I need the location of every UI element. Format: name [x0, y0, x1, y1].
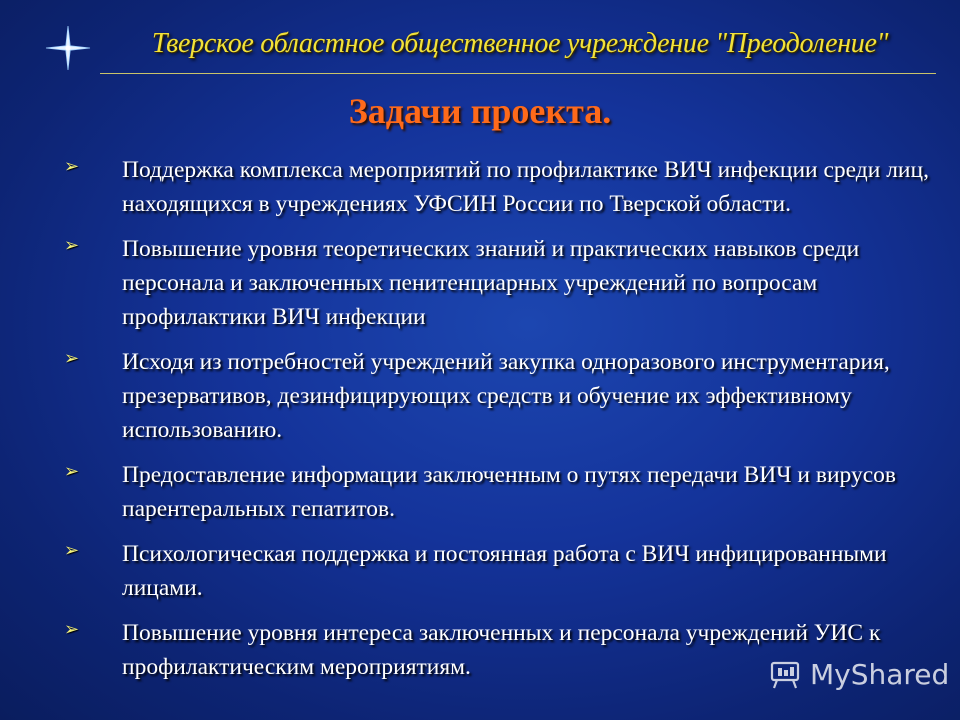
presentation-board-icon [768, 656, 804, 692]
arrow-bullet-icon: ➢ [64, 235, 80, 256]
arrow-bullet-icon: ➢ [64, 619, 80, 640]
task-text: Повышение уровня интереса заключенных и персонала учреждений УИС к профилактическим мероприятиям. [122, 620, 881, 680]
task-text: Психологическая поддержка и постоянная работа с ВИЧ инфицированными лицами. [122, 541, 887, 601]
task-item [64, 232, 944, 334]
task-item [64, 458, 944, 526]
arrow-bullet-icon: ➢ [64, 540, 80, 561]
task-text: Повышение уровня теоретических знаний и практических навыков среди персонала и заключенных пенитенциарных учреждений по вопросам профилактики ВИЧ инфекции [122, 236, 860, 330]
organization-title: Тверское областное общественное учреждение "Преодоление" [151, 28, 889, 59]
task-item [64, 537, 944, 605]
task-item [64, 153, 944, 221]
watermark-text: MyShared [810, 657, 950, 691]
task-text: Поддержка комплекса мероприятий по профилактике ВИЧ инфекции среди лиц, находящихся в учреждениях УФСИН России по Тверской области. [122, 157, 929, 217]
slide-title: Задачи проекта. [348, 91, 612, 131]
arrow-bullet-icon: ➢ [64, 156, 80, 177]
four-point-star-icon [44, 24, 92, 72]
arrow-bullet-icon: ➢ [64, 461, 80, 482]
task-text: Исходя из потребностей учреждений закупка одноразового инструментария, презервативов, дезинфицирующих средств и обучение их эффективному использованию. [122, 349, 890, 443]
task-list [64, 153, 944, 695]
header-divider [100, 73, 936, 74]
task-item [64, 345, 944, 447]
task-text: Предоставление информации заключенным о путях передачи ВИЧ и вирусов парентеральных гепатитов. [122, 462, 896, 522]
arrow-bullet-icon: ➢ [64, 348, 80, 369]
watermark [768, 654, 949, 694]
